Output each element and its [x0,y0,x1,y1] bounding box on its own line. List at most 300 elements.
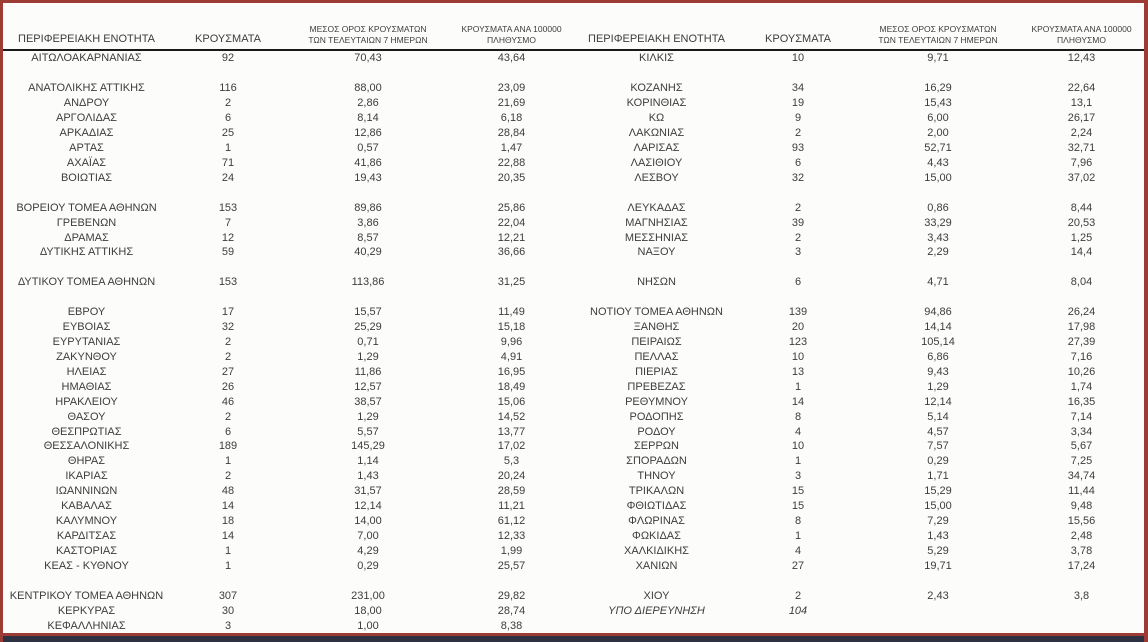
cases-cell: 2 [794,231,802,244]
per100k-cell [450,290,573,305]
avg7-cell: 145,29 [351,440,385,453]
avg7-cell: 5,29 [927,544,949,557]
avg7-cell [286,66,450,81]
col-header-avg7 [856,24,1020,46]
per100k-cell: 1,47 [500,141,523,154]
avg7-cell: 1,00 [357,619,379,632]
cases-cell: 13 [791,365,805,378]
region-cell: ΣΕΡΡΩΝ [634,440,679,453]
per100k-cell: 14,4 [1070,246,1093,259]
per100k-cell: 13,1 [1070,97,1093,110]
avg7-cell: 12,57 [354,380,382,393]
per100k-cell: 15,56 [1067,515,1096,528]
cases-cell [740,618,856,633]
per100k-cell: 23,09 [497,82,526,95]
avg7-cell: 1,14 [357,455,379,468]
per100k-cell: 3,34 [1070,425,1093,438]
right-table-body [573,51,1143,633]
per100k-cell: 17,98 [1067,321,1096,334]
region-cell: ΑΝΑΤΟΛΙΚΗΣ ΑΤΤΙΚΗΣ [28,82,145,95]
region-cell: ΦΘΙΩΤΙΔΑΣ [626,500,687,513]
region-cell: ΡΕΘΥΜΝΟΥ [625,395,688,408]
cases-cell: 1 [794,529,802,542]
per100k-cell: 43,64 [497,52,526,65]
per100k-cell: 2,48 [1070,529,1093,542]
region-cell: ΕΥΒΟΙΑΣ [62,321,111,334]
col-header-avg7-line1: ΜΕΣΟΣ ΟΡΟΣ ΚΡΟΥΣΜΑΤΩΝ [879,23,997,34]
cases-cell: 10 [791,440,805,453]
cases-cell: 1 [224,559,232,572]
cases-cell: 10 [791,52,805,65]
per100k-cell: 28,84 [497,127,526,140]
cases-cell: 32 [791,171,805,184]
avg7-cell: 0,29 [357,559,379,572]
avg7-cell [856,66,1020,81]
per100k-cell: 8,38 [500,619,523,632]
avg7-cell [856,185,1020,200]
region-cell: ΡΟΔΟΥ [637,425,676,438]
cases-cell: 9 [794,112,802,125]
avg7-cell: 41,86 [354,156,382,169]
avg7-cell: 3,43 [927,231,949,244]
cases-cell: 2 [224,335,232,348]
per100k-cell: 21,69 [497,97,526,110]
cases-cell: 153 [218,276,238,289]
per100k-cell [450,573,573,588]
per100k-cell: 3,8 [1073,589,1090,602]
cases-cell: 39 [791,216,805,229]
avg7-cell: 16,29 [924,82,952,95]
cases-cell [740,185,856,200]
per100k-cell [1020,290,1143,305]
per100k-cell: 8,04 [1070,276,1093,289]
cases-cell: 27 [791,559,805,572]
col-header-region: ΠΕΡΙΦΕΡΕΙΑΚΗ ΕΝΟΤΗΤΑ [588,33,725,46]
avg7-cell: 2,29 [927,246,949,259]
col-header-per100k [1020,24,1143,46]
avg7-cell: 15,29 [924,485,952,498]
avg7-cell [856,260,1020,275]
avg7-cell: 5,57 [357,425,379,438]
avg7-cell: 8,14 [357,112,379,125]
per100k-cell: 5,3 [503,455,520,468]
avg7-cell: 31,57 [354,485,382,498]
region-cell: ΗΛΕΙΑΣ [66,365,107,378]
region-cell: ΞΑΝΘΗΣ [633,321,680,334]
col-header-region: ΠΕΡΙΦΕΡΕΙΑΚΗ ΕΝΟΤΗΤΑ [18,33,155,46]
per100k-cell: 28,59 [497,485,526,498]
region-cell: ΠΕΛΛΑΣ [634,350,679,363]
per100k-cell: 37,02 [1067,171,1096,184]
cases-cell: 10 [791,350,805,363]
region-cell: ΣΠΟΡΑΔΩΝ [626,455,687,468]
avg7-cell [286,573,450,588]
region-cell: ΠΕΙΡΑΙΩΣ [631,335,682,348]
cases-cell: 6 [794,276,802,289]
cases-cell: 15 [791,500,805,513]
region-cell: ΒΟΙΩΤΙΑΣ [60,171,113,184]
cases-cell [170,260,286,275]
cases-cell: 25 [221,127,235,140]
avg7-cell: 7,57 [927,440,949,453]
avg7-cell: 113,86 [351,276,385,289]
cases-cell [170,290,286,305]
left-table-header [3,3,573,49]
per100k-cell: 26,24 [1067,306,1096,319]
avg7-cell: 4,29 [357,544,379,557]
per100k-cell: 61,12 [497,515,526,528]
region-cell: ΔΡΑΜΑΣ [64,231,109,244]
region-cell: ΗΜΑΘΙΑΣ [61,380,112,393]
cases-cell [740,66,856,81]
cases-cell [740,573,856,588]
cases-cell: 92 [221,52,235,65]
cases-cell: 2 [224,97,232,110]
per100k-cell: 1,25 [1070,231,1093,244]
avg7-cell: 4,71 [927,276,949,289]
cases-cell: 93 [791,141,805,154]
region-cell: ΧΑΝΙΩΝ [635,559,678,572]
col-header-per100k-line1: ΚΡΟΥΣΜΑΤΑ ΑΝΑ 100000 [1031,23,1132,34]
cases-cell: 71 [221,156,235,169]
region-cell: ΚΙΛΚΙΣ [639,52,674,65]
avg7-cell: 1,43 [927,529,949,542]
cases-cell: 139 [788,306,808,319]
region-cell: ΕΒΡΟΥ [67,306,106,319]
per100k-cell: 2,24 [1070,127,1093,140]
region-cell: ΑΝΔΡΟΥ [63,97,110,110]
per100k-cell: 10,26 [1067,365,1096,378]
per100k-cell: 7,14 [1070,410,1093,423]
per100k-cell: 20,35 [497,171,526,184]
per100k-cell: 31,25 [497,276,526,289]
region-cell: ΛΑΣΙΘΙΟΥ [630,156,683,169]
region-cell [3,185,170,200]
avg7-cell: 25,29 [354,321,382,334]
cases-cell: 2 [224,470,232,483]
region-cell: ΛΕΣΒΟΥ [634,171,679,184]
avg7-cell: 4,57 [927,425,949,438]
col-header-cases: ΚΡΟΥΣΜΑΤΑ [765,33,831,46]
avg7-cell: 2,00 [927,127,949,140]
region-cell [573,573,740,588]
per100k-cell: 9,48 [1070,500,1093,513]
avg7-cell: 8,57 [357,231,379,244]
region-cell: ΘΑΣΟΥ [67,410,106,423]
region-cell: ΝΟΤΙΟΥ ΤΟΜΕΑ ΑΘΗΝΩΝ [590,306,723,319]
cases-cell: 1 [224,141,232,154]
cases-cell [740,260,856,275]
avg7-cell [856,573,1020,588]
avg7-cell: 9,43 [927,365,949,378]
avg7-cell [856,290,1020,305]
cases-cell: 123 [788,335,808,348]
region-cell: ΕΥΡΥΤΑΝΙΑΣ [52,335,121,348]
per100k-cell: 3,78 [1070,544,1093,557]
per100k-cell: 25,57 [497,559,526,572]
avg7-cell: 33,29 [924,216,952,229]
cases-cell: 307 [218,589,238,602]
avg7-cell: 0,86 [927,201,949,214]
col-header-cases: ΚΡΟΥΣΜΑΤΑ [195,33,261,46]
per100k-cell [450,260,573,275]
avg7-cell: 1,29 [357,350,379,363]
col-header-avg7-line2: ΤΩΝ ΤΕΛΕΥΤΑΙΩΝ 7 ΗΜΕΡΩΝ [308,34,428,45]
cases-cell: 14 [221,529,235,542]
avg7-cell [286,185,450,200]
cases-cell: 1 [224,544,232,557]
region-cell: ΑΡΤΑΣ [69,141,104,154]
per100k-cell: 16,35 [1067,395,1096,408]
per100k-cell: 4,91 [500,350,523,363]
avg7-cell: 89,86 [354,201,382,214]
region-cell: ΚΕΡΚΥΡΑΣ [57,604,116,617]
cases-cell: 2 [224,410,232,423]
region-cell: ΑΡΓΟΛΙΔΑΣ [56,112,117,125]
avg7-cell: 7,29 [927,515,949,528]
region-cell: ΚΕΑΣ - ΚΥΘΝΟΥ [44,559,129,572]
avg7-cell: 7,00 [357,529,379,542]
avg7-cell: 0,71 [357,335,379,348]
cases-cell: 189 [218,440,238,453]
cases-cell: 2 [224,350,232,363]
region-cell: ΑΙΤΩΛΟΑΚΑΡΝΑΝΙΑΣ [31,52,142,65]
per100k-cell: 7,96 [1070,156,1093,169]
avg7-cell [856,603,1020,618]
region-cell: ΤΡΙΚΑΛΩΝ [628,485,685,498]
avg7-cell: 12,86 [354,127,382,140]
per100k-cell [450,66,573,81]
cases-cell: 15 [791,485,805,498]
per100k-cell: 22,64 [1067,82,1096,95]
per100k-cell: 16,95 [497,365,526,378]
cases-cell: 12 [221,231,235,244]
avg7-cell: 15,00 [924,500,952,513]
avg7-cell: 88,00 [354,82,382,95]
per100k-cell: 1,99 [500,544,523,557]
cases-cell: 14 [791,395,805,408]
region-cell: ΚΑΛΥΜΝΟΥ [55,515,118,528]
table-body-band [3,51,1144,633]
avg7-cell: 6,86 [927,350,949,363]
table-header-band [3,3,1144,49]
region-cell: ΒΟΡΕΙΟΥ ΤΟΜΕΑ ΑΘΗΝΩΝ [16,201,157,214]
cases-cell: 1 [224,455,232,468]
avg7-cell: 40,29 [354,246,382,259]
per100k-cell: 15,18 [497,321,526,334]
per100k-cell [1020,618,1143,633]
cases-cell: 32 [221,321,235,334]
avg7-cell: 38,57 [354,395,382,408]
region-cell: ΡΟΔΟΠΗΣ [629,410,684,423]
region-cell: ΦΩΚΙΔΑΣ [632,529,681,542]
region-cell: ΚΑΣΤΟΡΙΑΣ [55,544,118,557]
cases-cell: 4 [794,544,802,557]
region-cell: ΤΗΝΟΥ [637,470,676,483]
per100k-cell [450,185,573,200]
region-cell: ΦΛΩΡΙΝΑΣ [628,515,685,528]
avg7-cell: 70,43 [354,52,382,65]
per100k-cell: 1,74 [1070,380,1093,393]
region-cell: ΙΩΑΝΝΙΝΩΝ [55,485,118,498]
cases-cell [170,185,286,200]
per100k-cell: 20,24 [497,470,526,483]
cases-cell: 20 [791,321,805,334]
per100k-cell: 36,66 [497,246,526,259]
cases-cell: 2 [794,589,802,602]
region-cell: ΚΟΖΑΝΗΣ [630,82,683,95]
per100k-cell: 28,74 [497,604,526,617]
region-cell: ΜΕΣΣΗΝΙΑΣ [624,231,689,244]
cases-cell: 3 [794,246,802,259]
cases-cell: 6 [794,156,802,169]
right-table-header [573,3,1143,49]
cases-cell: 7 [224,216,232,229]
avg7-cell: 94,86 [924,306,952,319]
per100k-cell: 25,86 [497,201,526,214]
avg7-cell: 18,00 [354,604,382,617]
region-cell [573,185,740,200]
cases-cell: 18 [221,515,235,528]
per100k-cell: 22,04 [497,216,526,229]
region-cell: ΝΗΣΩΝ [637,276,676,289]
avg7-cell: 0,57 [357,141,379,154]
region-cell: ΧΑΛΚΙΔΙΚΗΣ [624,544,689,557]
cases-cell [170,66,286,81]
region-cell: ΔΥΤΙΚΟΥ ΤΟΜΕΑ ΑΘΗΝΩΝ [17,276,156,289]
cases-cell: 2 [794,201,802,214]
region-cell: ΘΕΣΠΡΩΤΙΑΣ [51,425,122,438]
cases-cell: 104 [788,604,808,617]
per100k-cell: 11,21 [498,500,525,513]
cases-cell: 6 [224,112,232,125]
cases-cell: 48 [221,485,235,498]
region-cell: ΘΗΡΑΣ [67,455,106,468]
region-cell: ΚΑΒΑΛΑΣ [61,500,112,513]
per100k-cell: 8,44 [1070,201,1093,214]
per100k-cell [1020,66,1143,81]
per100k-cell: 11,49 [498,306,525,319]
region-cell: ΠΡΕΒΕΖΑΣ [627,380,686,393]
per100k-cell [1020,603,1143,618]
avg7-cell: 2,43 [927,589,949,602]
cases-cell: 8 [794,410,802,423]
col-header-avg7-line1: ΜΕΣΟΣ ΟΡΟΣ ΚΡΟΥΣΜΑΤΩΝ [309,23,427,34]
avg7-cell: 11,86 [354,365,382,378]
avg7-cell: 1,71 [927,470,949,483]
per100k-cell [1020,260,1143,275]
region-cell: ΛΑΡΙΣΑΣ [633,141,680,154]
per100k-cell: 15,06 [497,395,526,408]
region-cell: ΑΡΚΑΔΙΑΣ [59,127,114,140]
per100k-cell [1020,185,1143,200]
region-cell [573,290,740,305]
col-header-per100k-line2: ΠΛΗΘΥΣΜΟ [487,34,536,45]
avg7-cell: 14,14 [924,321,952,334]
avg7-cell: 4,43 [927,156,949,169]
left-table-body [3,51,573,633]
avg7-cell: 231,00 [351,589,385,602]
region-cell [3,66,170,81]
region-cell: ΗΡΑΚΛΕΙΟΥ [55,395,118,408]
per100k-cell: 17,02 [497,440,526,453]
per100k-cell: 7,16 [1070,350,1093,363]
cases-cell: 3 [794,470,802,483]
cases-cell [170,573,286,588]
region-cell: ΠΙΕΡΙΑΣ [635,365,678,378]
per100k-cell: 7,25 [1070,455,1093,468]
avg7-cell: 52,71 [924,141,952,154]
region-cell: ΘΕΣΣΑΛΟΝΙΚΗΣ [43,440,130,453]
region-cell [3,260,170,275]
avg7-cell: 1,29 [927,380,949,393]
per100k-cell: 27,39 [1067,335,1096,348]
avg7-cell: 3,86 [357,216,379,229]
cases-cell: 4 [794,425,802,438]
per100k-cell: 20,53 [1067,216,1096,229]
avg7-cell: 12,14 [924,395,952,408]
cases-cell: 34 [791,82,805,95]
cases-cell: 6 [224,425,232,438]
per100k-cell [1020,573,1143,588]
col-header-avg7-line2: ΤΩΝ ΤΕΛΕΥΤΑΙΩΝ 7 ΗΜΕΡΩΝ [878,34,998,45]
per100k-cell: 6,18 [500,112,523,125]
col-header-per100k-line1: ΚΡΟΥΣΜΑΤΑ ΑΝΑ 100000 [461,23,562,34]
per100k-cell: 9,96 [500,335,523,348]
per100k-cell: 17,24 [1067,559,1096,572]
cases-cell [740,290,856,305]
cases-cell: 46 [221,395,235,408]
per100k-cell: 29,82 [497,589,526,602]
region-cell: ΓΡΕΒΕΝΩΝ [56,216,117,229]
region-cell: ΚΟΡΙΝΘΙΑΣ [626,97,687,110]
avg7-cell: 9,71 [927,52,949,65]
cases-cell: 153 [218,201,238,214]
cases-cell: 116 [219,82,237,95]
per100k-cell: 12,21 [497,231,526,244]
avg7-cell [286,260,450,275]
col-header-per100k [450,24,573,46]
cases-cell: 27 [221,365,235,378]
avg7-cell: 1,29 [357,410,379,423]
region-cell [3,573,170,588]
region-cell: ΚΕΝΤΡΙΚΟΥ ΤΟΜΕΑ ΑΘΗΝΩΝ [9,589,164,602]
col-header-per100k-line2: ΠΛΗΘΥΣΜΟ [1057,34,1106,45]
cases-cell: 26 [221,380,235,393]
avg7-cell: 19,43 [354,171,382,184]
region-cell: ΝΑΞΟΥ [637,246,676,259]
region-cell [573,260,740,275]
avg7-cell: 105,14 [921,335,955,348]
region-cell: ΛΑΚΩΝΙΑΣ [628,127,685,140]
per100k-cell: 34,74 [1067,470,1096,483]
cases-cell: 17 [221,306,235,319]
cases-cell: 2 [794,127,802,140]
avg7-cell: 1,43 [357,470,379,483]
avg7-cell: 12,14 [354,500,382,513]
avg7-cell [856,618,1020,633]
cases-cell: 1 [794,380,802,393]
region-cell: ΚΩ [648,112,665,125]
cases-cell: 3 [224,619,232,632]
per100k-cell: 12,43 [1067,52,1096,65]
per100k-cell: 18,49 [497,380,526,393]
avg7-cell: 6,00 [927,112,949,125]
per100k-cell: 14,52 [497,410,526,423]
cases-cell: 30 [221,604,235,617]
cases-cell: 8 [794,515,802,528]
per100k-cell: 22,88 [497,156,526,169]
